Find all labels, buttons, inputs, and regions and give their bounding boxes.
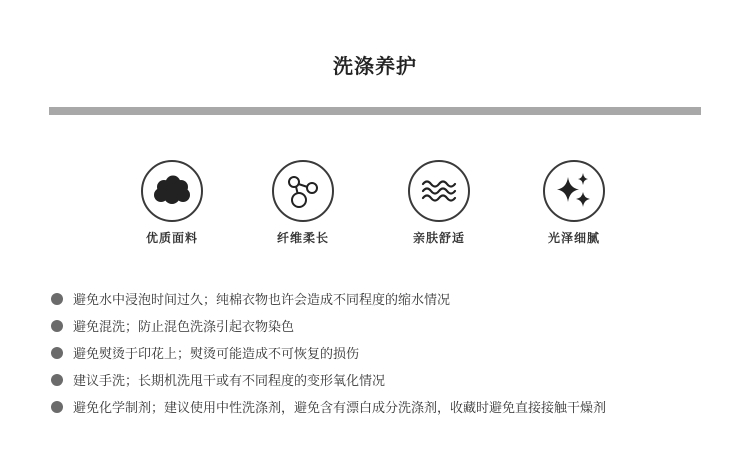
list-item: [51, 285, 606, 312]
bullet-icon: [51, 347, 63, 359]
bullet-icon: [51, 374, 63, 386]
bullet-icon: [51, 320, 63, 332]
feature-label: 纤维柔长: [276, 231, 329, 245]
feature-icons: [0, 160, 750, 255]
divider-bar: [49, 107, 701, 115]
feature-item-fiber: [248, 160, 358, 246]
sparkle-icon: [543, 160, 605, 222]
page-title: 洗涤养护: [333, 54, 417, 78]
note-text: 避免混洗；防止混色洗涤引起衣物染色: [73, 320, 295, 335]
feature-label: 优质面料: [145, 231, 198, 245]
list-item: [51, 339, 606, 366]
feature-item-comfort: [384, 160, 494, 246]
note-text: 避免化学制剂；建议使用中性洗涤剂，避免含有漂白成分洗涤剂，收藏时避免直接接触干燥剂: [73, 401, 607, 416]
cloud-icon: [141, 160, 203, 222]
list-item: [51, 312, 606, 339]
feature-item-fabric: [117, 160, 227, 246]
bullet-icon: [51, 293, 63, 305]
molecule-icon: [272, 160, 334, 222]
bullet-icon: [51, 401, 63, 413]
feature-item-luster: [519, 160, 629, 246]
waves-icon: [408, 160, 470, 222]
feature-label: 光泽细腻: [547, 231, 600, 245]
note-text: 避免熨烫于印花上；熨烫可能造成不可恢复的损伤: [73, 347, 360, 362]
note-text: 避免水中浸泡时间过久；纯棉衣物也许会造成不同程度的缩水情况: [73, 293, 451, 308]
care-notes-list: [51, 285, 606, 420]
feature-label: 亲肤舒适: [412, 231, 465, 245]
note-text: 建议手洗；长期机洗甩干或有不同程度的变形氧化情况: [73, 374, 386, 389]
list-item: [51, 393, 606, 420]
list-item: [51, 366, 606, 393]
